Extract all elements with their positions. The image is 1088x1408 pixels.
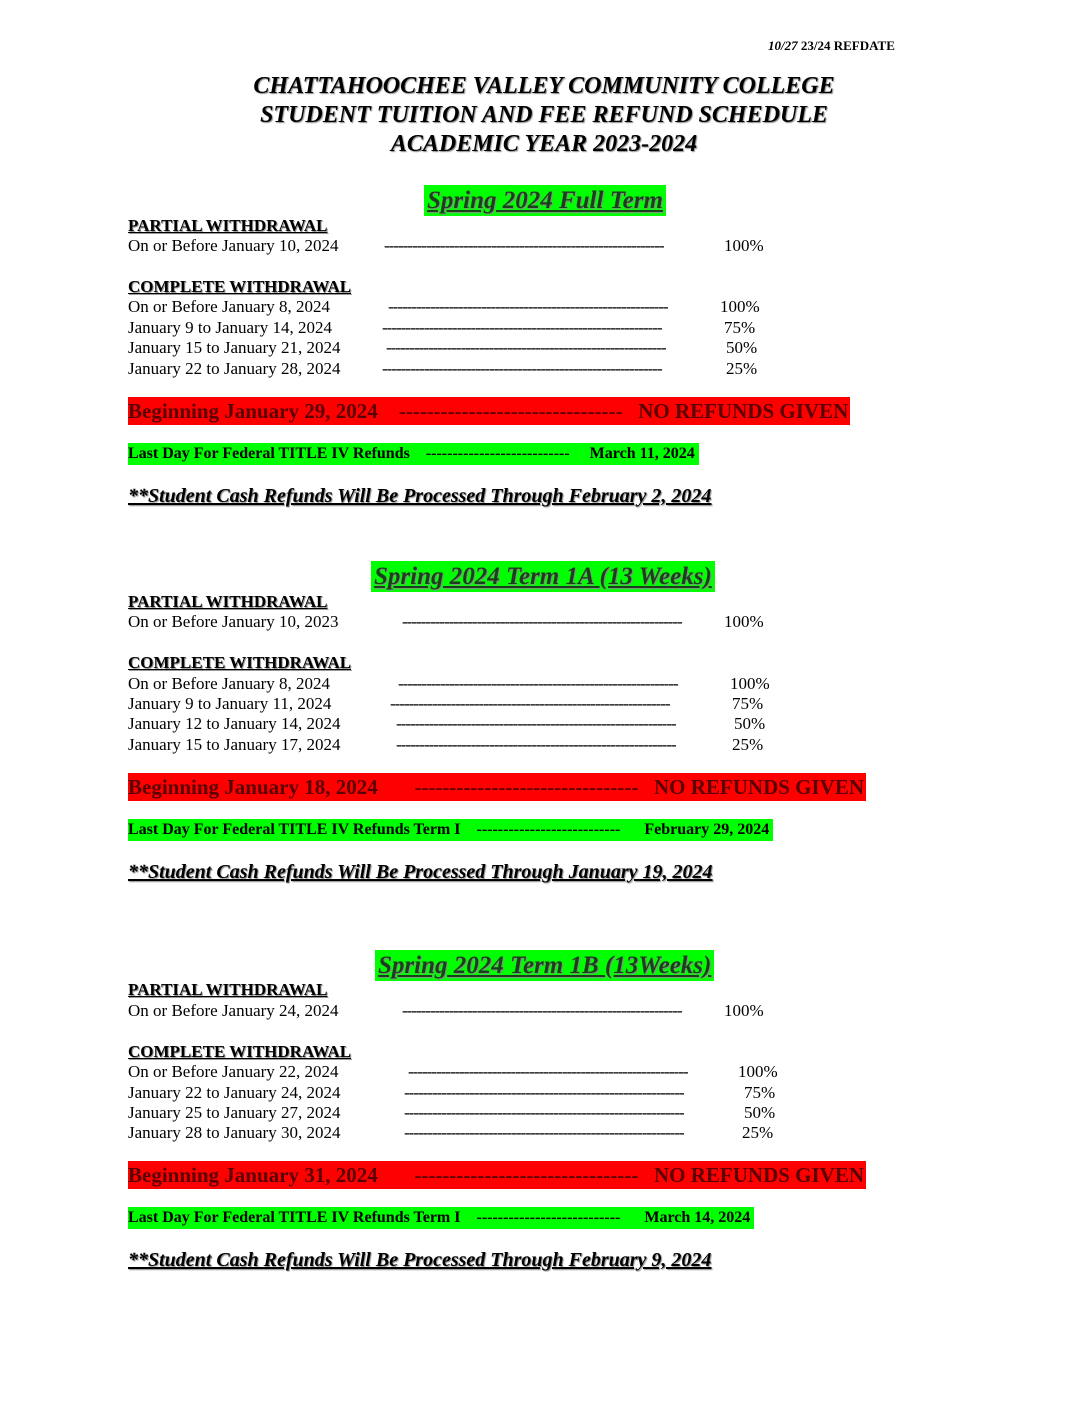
title-iv-date: March 14, 2024: [644, 1209, 751, 1226]
refund-percent: 100%: [724, 612, 764, 631]
refund-percent: 50%: [726, 338, 758, 357]
title-iv-label: Last Day For Federal TITLE IV Refunds Term I: [128, 821, 461, 838]
title-iv-date: February 29, 2024: [644, 821, 770, 838]
complete-date: On or Before January 22, 2024: [128, 1062, 339, 1081]
ref-date-rest: 23/24 REFDATE: [797, 38, 895, 53]
no-refund-begin-date: Beginning January 18, 2024: [128, 775, 378, 799]
complete-date: January 28 to January 30, 2024: [128, 1123, 341, 1142]
leader-dashes: ------------------------------------------------------------: [388, 297, 668, 316]
refund-percent: 100%: [720, 297, 760, 316]
refund-percent: 75%: [732, 694, 764, 713]
title-iv-date: March 11, 2024: [589, 445, 695, 462]
complete-date: January 22 to January 24, 2024: [128, 1083, 341, 1102]
title-line-3: ACADEMIC YEAR 2023-2024: [390, 131, 698, 157]
leader-dashes: ------------------------------------------------------------: [382, 318, 662, 337]
leader-dashes: --------------------------------: [414, 1163, 639, 1187]
cash-refund-note: **Student Cash Refunds Will Be Processed Through February 9, 2024: [128, 1249, 712, 1271]
leader-dashes: --------------------------------: [398, 399, 623, 423]
partial-withdrawal-heading: PARTIAL WITHDRAWAL: [128, 216, 328, 235]
complete-date: January 9 to January 14, 2024: [128, 318, 332, 337]
partial-date: On or Before January 24, 2024: [128, 1001, 339, 1020]
ref-date-italic: 10/27: [768, 38, 798, 53]
no-refund-begin-date: Beginning January 29, 2024: [128, 399, 378, 423]
title-iv-banner: [128, 819, 773, 841]
title-iv-banner: [128, 1207, 754, 1229]
no-refunds-label: NO REFUNDS GIVEN: [638, 399, 849, 423]
leader-dashes: ---------------------------: [476, 821, 621, 838]
partial-withdrawal-heading: PARTIAL WITHDRAWAL: [128, 980, 328, 999]
complete-date: On or Before January 8, 2024: [128, 674, 331, 693]
no-refunds-label: NO REFUNDS GIVEN: [654, 775, 865, 799]
leader-dashes: ---------------------------: [425, 445, 570, 462]
leader-dashes: ------------------------------------------------------------: [404, 1083, 684, 1102]
leader-dashes: ------------------------------------------------------------: [402, 612, 682, 631]
no-refunds-banner: [128, 397, 850, 425]
leader-dashes: ------------------------------------------------------------: [398, 674, 678, 693]
leader-dashes: ------------------------------------------------------------: [396, 714, 676, 733]
title-line-1: CHATTAHOOCHEE VALLEY COMMUNITY COLLEGE: [253, 73, 835, 99]
leader-dashes: ------------------------------------------------------------: [402, 1001, 682, 1020]
partial-date: On or Before January 10, 2023: [128, 612, 339, 631]
ref-date: [768, 38, 895, 54]
complete-date: January 25 to January 27, 2024: [128, 1103, 341, 1122]
refund-percent: 100%: [724, 1001, 764, 1020]
complete-date: January 15 to January 21, 2024: [128, 338, 341, 357]
term-heading: Spring 2024 Term 1B (13Weeks): [375, 950, 714, 981]
complete-withdrawal-heading: COMPLETE WITHDRAWAL: [128, 653, 352, 672]
leader-dashes: ---------------------------: [476, 1209, 621, 1226]
refund-percent: 100%: [730, 674, 770, 693]
document-title: [0, 72, 1088, 159]
title-iv-label: Last Day For Federal TITLE IV Refunds: [128, 445, 410, 462]
title-iv-label: Last Day For Federal TITLE IV Refunds Term I: [128, 1209, 461, 1226]
cash-refund-note: **Student Cash Refunds Will Be Processed Through January 19, 2024: [128, 861, 713, 883]
leader-dashes: ------------------------------------------------------------: [408, 1062, 688, 1081]
complete-date: January 22 to January 28, 2024: [128, 359, 341, 378]
leader-dashes: ------------------------------------------------------------: [396, 735, 676, 754]
complete-date: January 9 to January 11, 2024: [128, 694, 332, 713]
refund-percent: 50%: [734, 714, 766, 733]
refund-percent: 25%: [742, 1123, 774, 1142]
term-heading: Spring 2024 Term 1A (13 Weeks): [371, 561, 715, 592]
leader-dashes: ------------------------------------------------------------: [404, 1103, 684, 1122]
refund-percent: 100%: [724, 236, 764, 255]
partial-date: On or Before January 10, 2024: [128, 236, 339, 255]
refund-percent: 25%: [726, 359, 758, 378]
complete-withdrawal-heading: COMPLETE WITHDRAWAL: [128, 1042, 352, 1061]
leader-dashes: --------------------------------: [414, 775, 639, 799]
refund-percent: 75%: [744, 1083, 776, 1102]
title-iv-banner: [128, 443, 699, 465]
partial-withdrawal-heading: PARTIAL WITHDRAWAL: [128, 592, 328, 611]
no-refunds-banner: [128, 1161, 866, 1189]
complete-date: On or Before January 8, 2024: [128, 297, 331, 316]
leader-dashes: ------------------------------------------------------------: [384, 236, 664, 255]
complete-date: January 12 to January 14, 2024: [128, 714, 341, 733]
refund-percent: 25%: [732, 735, 764, 754]
leader-dashes: ------------------------------------------------------------: [390, 694, 670, 713]
title-line-2: STUDENT TUITION AND FEE REFUND SCHEDULE: [260, 102, 828, 128]
refund-percent: 100%: [738, 1062, 778, 1081]
no-refund-begin-date: Beginning January 31, 2024: [128, 1163, 378, 1187]
no-refunds-banner: [128, 773, 866, 801]
no-refunds-label: NO REFUNDS GIVEN: [654, 1163, 865, 1187]
term-heading: Spring 2024 Full Term: [424, 185, 666, 216]
leader-dashes: ------------------------------------------------------------: [386, 338, 666, 357]
leader-dashes: ------------------------------------------------------------: [404, 1123, 684, 1142]
refund-percent: 50%: [744, 1103, 776, 1122]
cash-refund-note: **Student Cash Refunds Will Be Processed Through February 2, 2024: [128, 485, 712, 507]
complete-date: January 15 to January 17, 2024: [128, 735, 341, 754]
complete-withdrawal-heading: COMPLETE WITHDRAWAL: [128, 277, 352, 296]
leader-dashes: ------------------------------------------------------------: [382, 359, 662, 378]
refund-percent: 75%: [724, 318, 756, 337]
